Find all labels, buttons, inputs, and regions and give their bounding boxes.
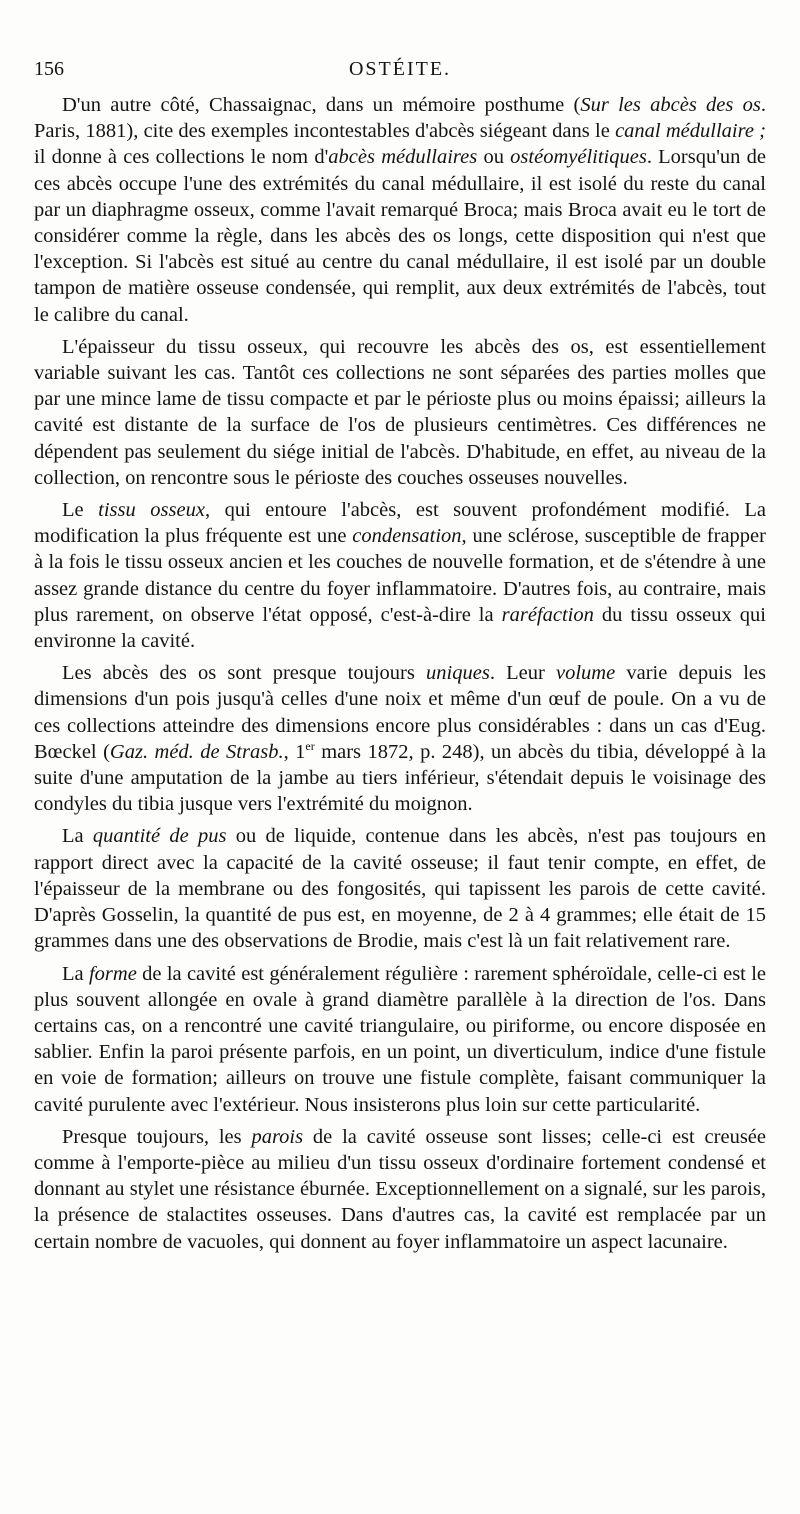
text-run: . Paris, 1881), cite des exemples incontestables d'abcès siégeant dans le [34, 94, 766, 143]
body-text [34, 92, 766, 1261]
paragraph [34, 497, 766, 654]
italic-text: ostéomyélitiques [510, 146, 647, 169]
italic-text: condensation [352, 525, 462, 548]
text-run: D'un autre côté, Chassaignac, dans un mémoire posthume ( [62, 94, 581, 116]
italic-text: Sur les abcès des os [580, 94, 761, 116]
text-run: . Leur [489, 662, 556, 685]
italic-text: uniques [426, 662, 490, 685]
italic-text: Gaz. méd. de Strasb. [109, 740, 284, 763]
text-run: de la cavité osseuse sont lisses; celle-ci est creusée comme à l'emporte-pièce au milieu d'un tissu osseux d'ordinaire fortement condensé et donnant au stylet une résistance éburnée. Exceptionnellement on a signalé, sur les parois, la présence de stalactites osseuses. Dans d'autres cas, la cavité est remplacée par un certain nombre de vacuoles, qui donnent au foyer inflammatoire un aspect lacunaire. [34, 1125, 766, 1253]
text-run: L'épaisseur du tissu osseux, qui recouvre les abcès des os, est essentiellement variable suivant les cas. Tantôt ces collections ne sont séparées des parties molles que par une mince lame de tissu compacte et par le périoste plus ou moins épaissi; ailleurs la cavité est distante de la surface de l'os de plusieurs centimètres. Ces différences ne dépendent pas seulement du siége initial de l'abcès. D'habitude, en effet, au niveau de la collection, on rencontre sous le périoste des couches osseuses nouvelles. [34, 335, 766, 489]
superscript-text: er [305, 739, 315, 754]
text-run: , une sclérose, susceptible de frapper à la fois le tissu osseux ancien et les couches de nouvelle formation, et de s'étendre à une assez grande distance du centre du foyer inflammatoire. D'autres fois, au contraire, mais plus rarement, on observe l'état opposé, c'est-à-dire la [34, 525, 766, 626]
text-run: , qui entoure l'abcès, est souvent profondément modifié. La modification la plus fréquente est une [34, 499, 767, 548]
text-run: ou de liquide, contenue dans les abcès, n'est pas toujours en rapport direct avec la capacité de la cavité osseuse; il faut tenir compte, en effet, de l'épaisseur de la membrane ou des fongosités, qui tapissent les parois de cette cavité. D'après Gosselin, la quantité de pus est, en moyenne, de 2 à 4 grammes; elle était de 15 grammes dans une des observations de Brodie, mais c'est là un fait relativement rare. [34, 825, 767, 953]
italic-text: raréfaction [501, 603, 594, 626]
paragraph [34, 961, 766, 1118]
text-run: de la cavité est généralement régulière : rarement sphéroïdale, celle-ci est le plus souvent allongée en ovale à grand diamètre parallèle à la direction de l'os. Dans certains cas, on a rencontré une cavité triangulaire, ou piriforme, ou encore disposée en sablier. Enfin la paroi présente parfois, en un point, un diverticulum, indice d'une fistule en voie de formation; ailleurs on trouve une fistule complète, faisant communiquer la cavité purulente avec l'extérieur. Nous insisterons plus loin sur cette particularité. [34, 962, 766, 1116]
text-run: Presque toujours, les [62, 1125, 252, 1148]
text-run: du tissu osseux qui environne la cavité. [34, 603, 766, 653]
text-run: Le [62, 499, 99, 522]
paragraph [34, 334, 766, 491]
text-run: , 1 [283, 740, 306, 763]
running-title: OSTÉITE. [348, 58, 452, 80]
italic-text: quantité de pus [92, 825, 227, 848]
text-run: Les abcès des os sont presque toujours [62, 662, 427, 685]
paragraph [34, 660, 766, 817]
italic-text: parois [251, 1125, 304, 1148]
italic-text: abcès médullaires [328, 146, 478, 169]
italic-text: forme [88, 962, 137, 985]
page-number: 156 [34, 58, 64, 80]
text-run: La [62, 962, 89, 985]
paragraph [34, 1124, 766, 1255]
text-run: . Lorsqu'un de ces abcès occupe l'une des extrémités du canal médullaire, il est isolé du reste du canal par un diaphragme osseux, comme l'avait remarqué Broca; mais Broca avait eu le tort de considérer comme la règle, dans les abcès des os longs, cette disposition qui n'est que l'exception. Si l'abcès est situé au centre du canal médullaire, il est isolé par un double tampon de matière osseuse condensée, qui remplit, aux deux extrémités de l'abcès, tout le calibre du canal. [34, 146, 766, 326]
text-run: La [62, 825, 93, 848]
italic-text: volume [556, 662, 616, 685]
paragraph [34, 823, 766, 954]
paragraph [34, 92, 766, 328]
page-header [34, 58, 766, 86]
text-run: ou [477, 146, 511, 169]
text-run: varie depuis les dimensions d'un pois jusqu'à celles d'une noix et même d'un œuf de poule. On a vu de ces collections atteindre des dimensions encore plus considérables : dans un cas d'Eug. Bœckel ( [34, 662, 766, 763]
italic-text: tissu osseux [98, 499, 205, 522]
italic-text: canal médullaire ; [615, 120, 766, 143]
text-run: mars 1872, p. 248), un abcès du tibia, développé à la suite d'une amputation de la jambe au tiers inférieur, s'étendait depuis le voisinage des condyles du tibia jusque vers l'extrémité du moignon. [34, 740, 766, 816]
text-run: il donne à ces collections le nom d' [34, 146, 329, 169]
